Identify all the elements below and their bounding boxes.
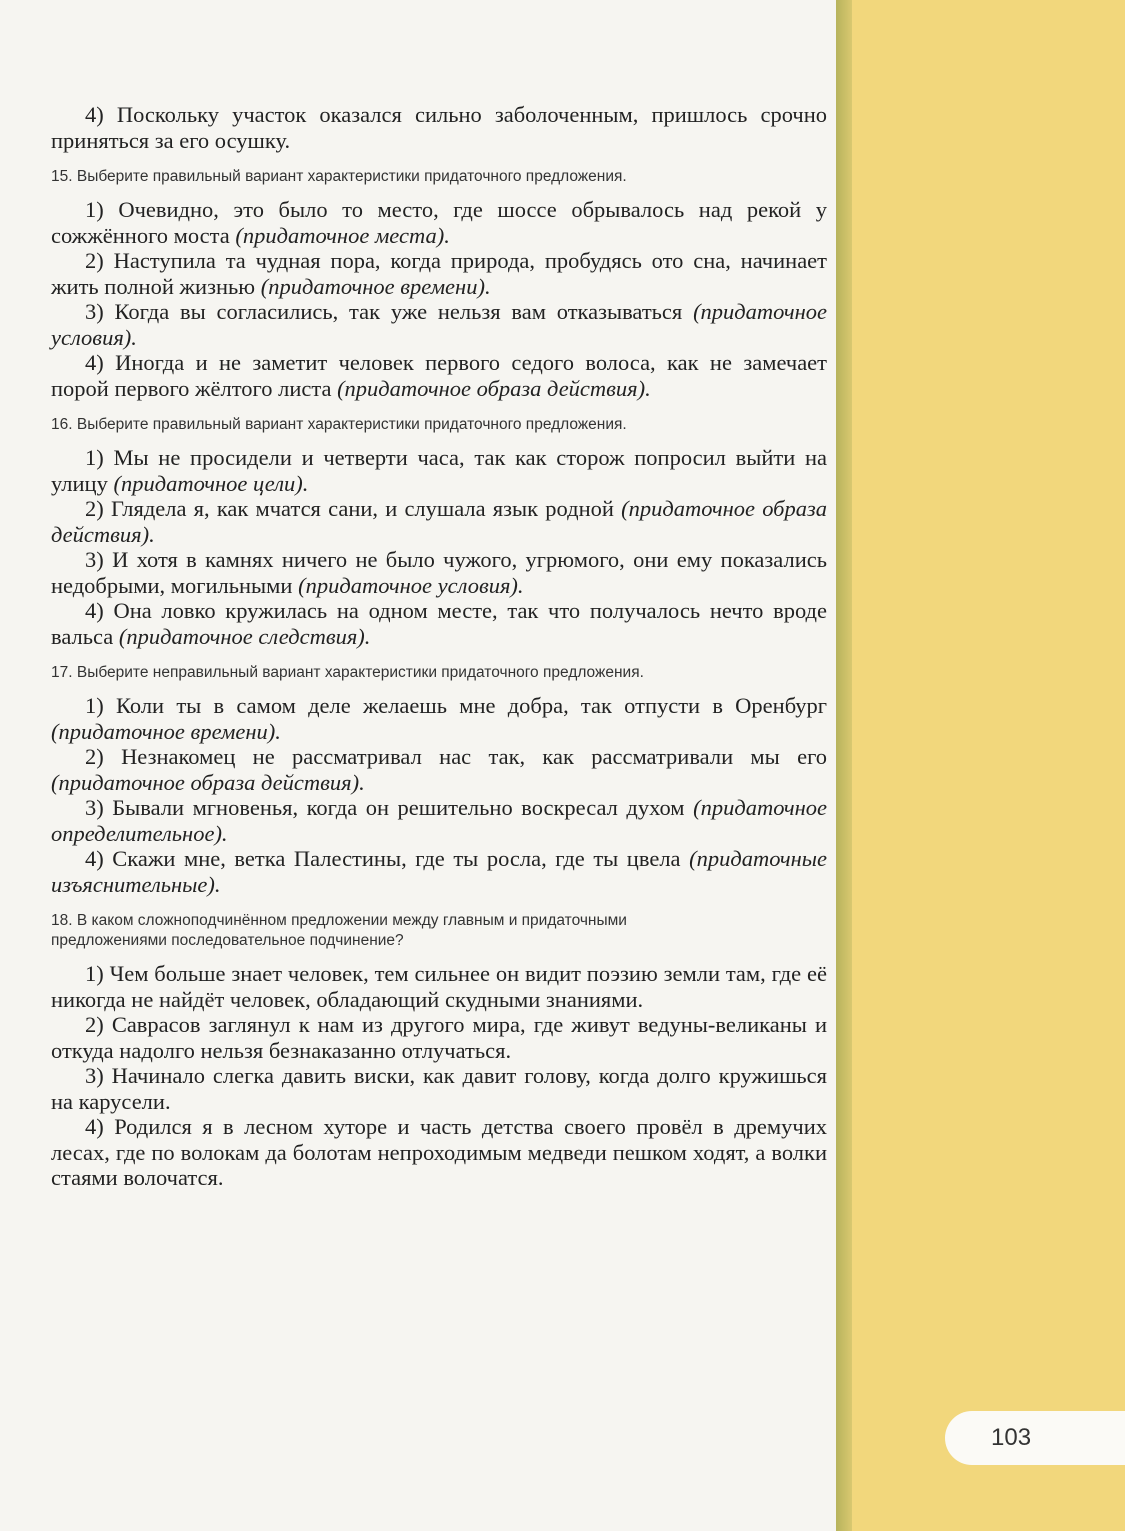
option-note: (придаточное определительное).: [51, 795, 828, 846]
option-number: 1): [85, 693, 104, 718]
option-number: 1): [85, 961, 104, 986]
task-17-option-1: [51, 693, 827, 744]
option-text: Бывали мгновенья, когда он решительно воскресал духом: [112, 795, 685, 820]
task-17-option-4: [51, 846, 827, 897]
page-content: [51, 102, 827, 1191]
option-text: Мы не просидели и четверти часа, так как сторож попросил выйти на улицу: [51, 445, 828, 496]
option-text: Саврасов заглянул к нам из другого мира, где живут ведуны-великаны и откуда надолго нельзя безнаказанно отлучаться.: [51, 1012, 827, 1063]
option-number: 3): [85, 299, 104, 324]
task-16-prompt: 16. Выберите правильный вариант характеристики придаточного предложения.: [51, 416, 627, 433]
item-text: Поскольку участок оказался сильно заболоченным, пришлось срочно приняться за его осушку.: [51, 102, 827, 153]
option-note: (придаточное следствия).: [118, 623, 371, 649]
task-16-option-1: [51, 445, 827, 496]
task-15-prompt: 15. Выберите правильный вариант характеристики придаточного предложения.: [51, 168, 627, 185]
option-text: Незнакомец не рассматривал нас так, как рассматривали мы его: [121, 744, 827, 769]
option-number: 4): [85, 846, 104, 871]
option-text: Наступила та чудная пора, когда природа, пробудясь ото сна, начинает жить полной жизнью: [51, 248, 827, 299]
task-18-option-2: [51, 1012, 827, 1063]
task-18-prompt-line-2: предложениями последовательное подчинение?: [51, 932, 404, 949]
option-text: Коли ты в самом деле желаешь мне добра, так отпусти в Оренбург: [115, 693, 828, 718]
option-number: 2): [85, 744, 104, 769]
option-text: Начинало слегка давить виски, как давит голову, когда долго кружишься на карусели.: [51, 1063, 827, 1114]
task-16-option-4: [51, 598, 827, 649]
option-number: 1): [85, 445, 104, 470]
task-18-prompt: [51, 911, 827, 951]
option-text: Родился я в лесном хуторе и часть детства своего провёл в дремучих лесах, где по волокам да болотам непроходимым медведи пешком ходят, а волки стаями волочатся.: [51, 1114, 827, 1190]
option-text: Иногда и не заметит человек первого седого волоса, как не замечает порой первого жёлтого листа: [51, 350, 827, 401]
option-text: Она ловко кружилась на одном месте, так что получалось нечто вроде вальса: [51, 598, 827, 649]
option-number: 3): [85, 795, 104, 820]
option-number: 4): [85, 350, 104, 375]
option-note: (придаточное условия).: [51, 299, 827, 350]
option-number: 4): [85, 1114, 104, 1139]
option-number: 2): [85, 248, 104, 273]
option-text: И хотя в камнях ничего не было чужого, угрюмого, они ему показались недобрыми, могильными: [51, 547, 827, 598]
option-number: 2): [85, 496, 104, 521]
intro-item: [51, 102, 827, 153]
item-number: 4): [85, 102, 104, 127]
option-text: Скажи мне, ветка Палестины, где ты росла, где ты цвела: [112, 846, 681, 871]
option-text: Очевидно, это было то место, где шоссе обрывалось над рекой у сожжённого моста: [51, 197, 828, 248]
option-note: (придаточное места).: [235, 222, 450, 248]
option-number: 3): [85, 1063, 104, 1088]
task-16-option-2: [51, 496, 827, 547]
option-number: 1): [85, 197, 104, 222]
page-number: 103: [945, 1411, 1125, 1465]
task-15-option-3: [51, 299, 827, 350]
option-text: Чем больше знает человек, тем сильнее он видит поэзию земли там, где её никогда не найдёт человек, обладающий скудными знаниями.: [51, 961, 827, 1012]
margin-yellow-band: [852, 0, 1125, 1531]
option-text: Глядела я, как мчатся сани, и слушала язык родной: [110, 496, 614, 521]
option-number: 2): [85, 1012, 104, 1037]
option-note: (придаточное условия).: [298, 572, 524, 598]
task-17-option-3: [51, 795, 827, 846]
margin-green-stripe: [836, 0, 852, 1531]
task-15-option-2: [51, 248, 827, 299]
task-16-option-3: [51, 547, 827, 598]
option-text: Когда вы согласились, так уже нельзя вам отказываться: [114, 299, 683, 324]
task-18-prompt-line-1: 18. В каком сложноподчинённом предложении между главным и придаточными: [51, 912, 627, 929]
option-note: (придаточное времени).: [260, 273, 491, 299]
task-17-prompt: 17. Выберите неправильный вариант характеристики придаточного предложения.: [51, 664, 644, 681]
option-note: (придаточное образа действия).: [337, 375, 651, 401]
task-15-option-1: [51, 197, 827, 248]
option-note: (придаточные изъяснительные).: [51, 846, 828, 897]
option-number: 3): [85, 547, 104, 572]
task-17-option-2: [51, 744, 827, 795]
option-number: 4): [85, 598, 104, 623]
task-18-option-4: [51, 1114, 827, 1191]
task-18-option-1: [51, 961, 827, 1012]
option-note: (придаточное цели).: [113, 470, 309, 496]
task-15-option-4: [51, 350, 827, 401]
option-note: (придаточное образа действия).: [51, 769, 365, 795]
option-note: (придаточное времени).: [51, 718, 281, 744]
option-note: (придаточное образа действия).: [51, 496, 828, 547]
task-18-option-3: [51, 1063, 827, 1114]
